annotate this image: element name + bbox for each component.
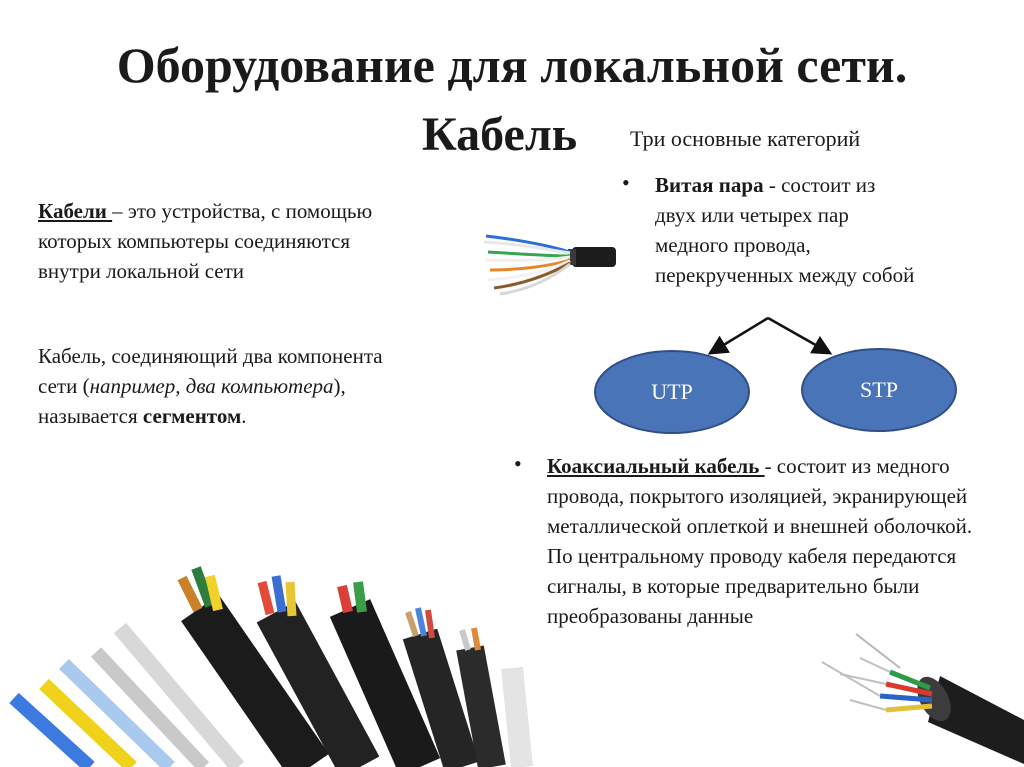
segment-text-end: .	[241, 404, 247, 428]
bullet-twisted-pair: •	[622, 170, 630, 195]
segment-text-mid: ), называется	[38, 374, 346, 428]
twisted-pair-description	[655, 170, 917, 290]
cables-term: Кабели	[38, 199, 113, 223]
stp-oval: STP	[801, 348, 957, 432]
utp-oval: UTP	[594, 350, 750, 434]
twisted-pair-cable-icon	[480, 226, 620, 296]
segment-example: например, два компьютера	[89, 374, 334, 398]
coaxial-text: - состоит из медного провода, покрытого изоляцией, экранирующей металлической оплеткой и внешней оболочкой. По центральному проводу кабеля передаются сигналы, в которые предварительно были преобразованы данные	[547, 454, 973, 628]
segment-definition	[38, 341, 406, 431]
subtitle-categories: Три основные категорий	[630, 126, 861, 151]
bullet-coaxial: •	[514, 451, 522, 476]
coaxial-term: Коаксиальный кабель	[547, 454, 765, 478]
branch-arrows	[700, 314, 840, 358]
segment-text-start: Кабель, соединяющий два компонента сети (	[38, 344, 383, 398]
twisted-pair-term: Витая пара	[655, 173, 764, 197]
cables-definition-text: – это устройства, с помощью которых компьютеры соединяются внутри локальной сети	[38, 199, 373, 283]
segment-term: сегментом	[142, 404, 242, 428]
cable-bundle-illustration	[0, 548, 540, 767]
coaxial-description	[547, 451, 997, 631]
coaxial-cable-icon	[820, 628, 1024, 764]
cables-definition	[38, 196, 406, 286]
twisted-pair-text: - состоит из двух или четырех пар медного провода, перекрученных между собой	[655, 173, 915, 287]
page-title: Оборудование для локальной сети.	[116, 37, 908, 93]
page-title-cable: Кабель	[422, 108, 578, 161]
